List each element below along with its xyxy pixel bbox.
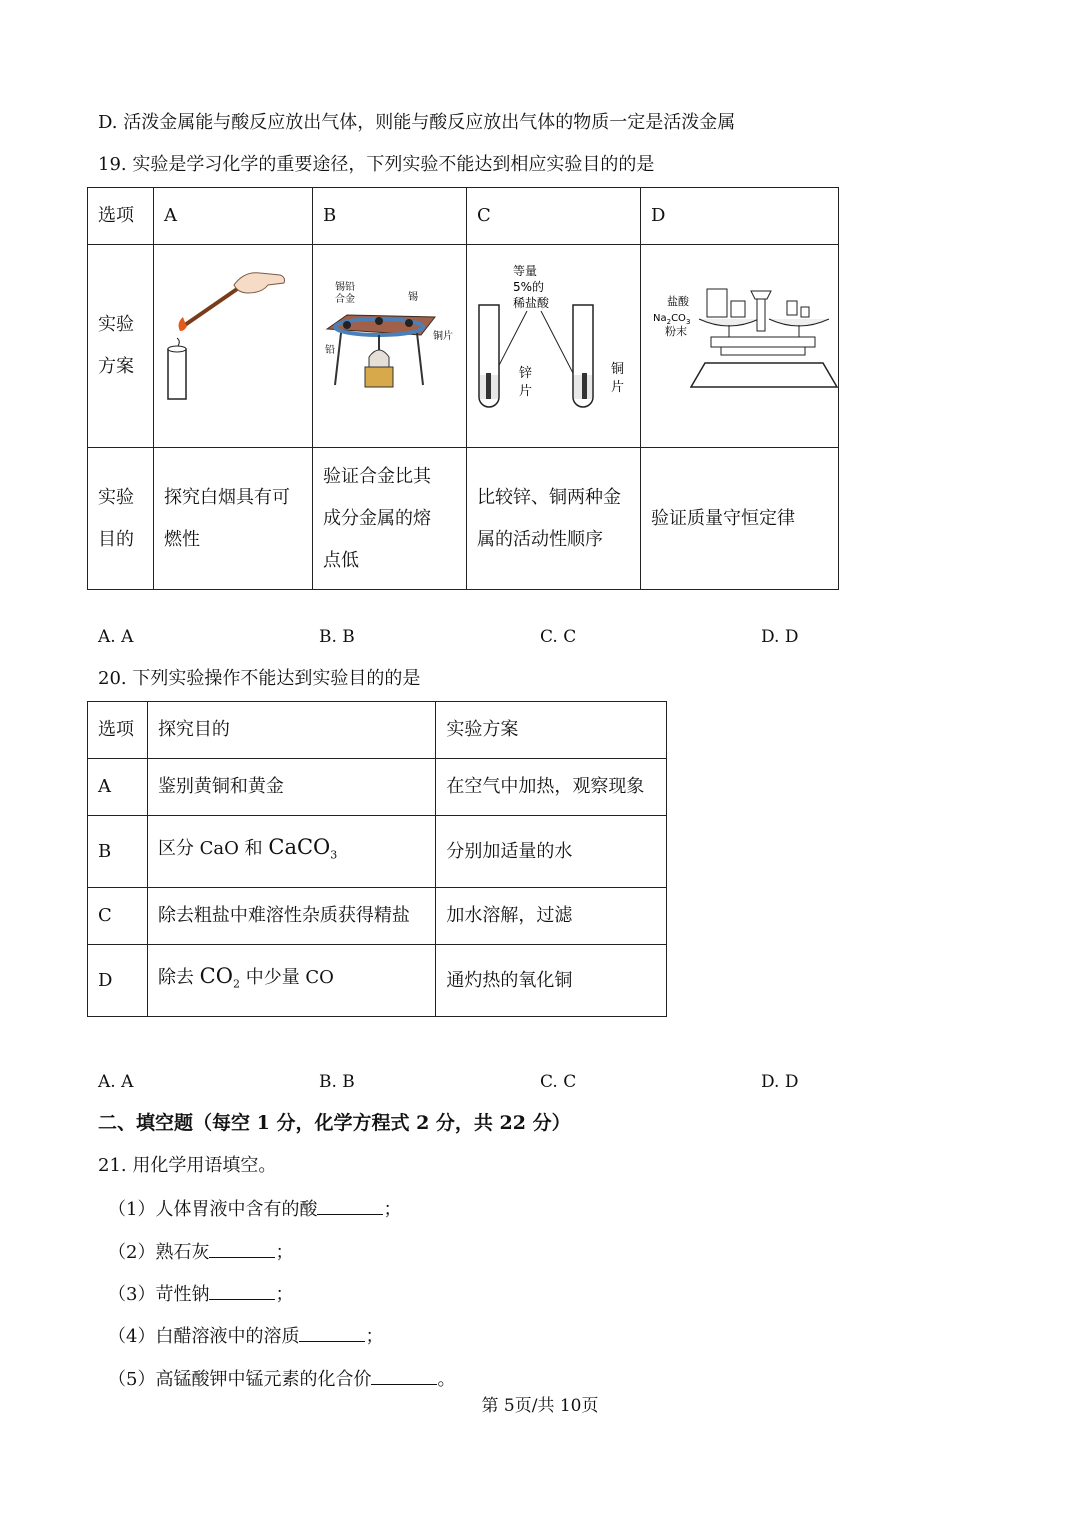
- q21-stem: 21. 用化学用语填空。: [98, 1155, 277, 1176]
- q21-item-1-text: 人体胃液中含有的酸: [155, 1199, 318, 1220]
- q19-scheme-label-line2: 方案: [98, 356, 134, 377]
- q21-item-3-num: （3）: [108, 1284, 156, 1305]
- q21-item-5-blank[interactable]: [371, 1366, 437, 1385]
- q19-figure-d-cell: [641, 245, 839, 448]
- q21-item-2: [108, 1239, 293, 1266]
- q19-scheme-label-line1: 实验: [98, 314, 134, 335]
- q20-row-c-opt: C: [88, 888, 148, 945]
- q19-header-b: B: [313, 188, 467, 245]
- q19-header-a: A: [154, 188, 313, 245]
- q19-purpose-d: [641, 448, 839, 590]
- alcohol-lamp: [365, 367, 393, 387]
- q20-row-c: [88, 888, 667, 945]
- q19-purpose-b-line1: 验证合金比其: [323, 465, 431, 487]
- q20-row-b-opt: B: [88, 816, 148, 888]
- q19-scheme-label: [88, 245, 154, 448]
- q20-row-c-plan: 加水溶解，过滤: [436, 888, 667, 945]
- q20-header-plan: 实验方案: [436, 702, 667, 759]
- q20-choice-d[interactable]: D. D: [761, 1072, 799, 1092]
- q19-purpose-c: [467, 448, 641, 590]
- q19-header-c: C: [467, 188, 641, 245]
- q20-choice-b[interactable]: B. B: [319, 1072, 355, 1092]
- q20-row-a-plan: 在空气中加热，观察现象: [436, 759, 667, 816]
- q19-figure-a-cell: [154, 245, 313, 448]
- q19-purpose-b-line2: 成分金属的熔: [323, 507, 431, 529]
- q19-purpose-b-line3: 点低: [323, 549, 359, 571]
- q19-purpose-a: [154, 448, 313, 590]
- q19-choice-a[interactable]: A. A: [98, 627, 134, 647]
- q21-item-4-num: （4）: [108, 1326, 156, 1347]
- q21-item-5-end: 。: [437, 1369, 456, 1390]
- q20-table: [87, 701, 667, 1017]
- q21-item-2-end: ；: [275, 1242, 294, 1263]
- q18-option-d: D. 活泼金属能与酸反应放出气体，则能与酸反应放出气体的物质一定是活泼金属: [98, 112, 736, 133]
- q20-row-a-opt: A: [88, 759, 148, 816]
- q20-header-row: [88, 702, 667, 759]
- label-dilute-hcl: 稀盐酸: [513, 296, 550, 310]
- q19-purpose-d-line1: 验证质量守恒定律: [651, 507, 795, 529]
- q19-purpose-a-line1: 探究白烟具有可: [164, 486, 290, 508]
- candle-match-figure: [154, 245, 312, 431]
- zinc-copper-acid-figure: [467, 245, 640, 431]
- q19-header-d: D: [641, 188, 839, 245]
- balance-base: [691, 363, 837, 387]
- label-hydrochloric-acid: 盐酸: [667, 295, 689, 308]
- q20-stem: 20. 下列实验操作不能达到实验目的的是: [98, 668, 421, 689]
- q19-figure-c-cell: [467, 245, 641, 448]
- q21-item-3-blank[interactable]: [209, 1281, 275, 1300]
- q19-stem: 19. 实验是学习化学的重要途径，下列实验不能达到相应实验目的的是: [98, 154, 655, 175]
- q21-item-4: [108, 1323, 383, 1350]
- q19-header-option: 选项: [88, 188, 154, 245]
- label-zinc-piece: 片: [519, 384, 533, 399]
- q20-row-b-formula-sub: 3: [330, 848, 338, 862]
- q19-purpose-c-line1: 比较锌、铜两种金: [477, 486, 621, 508]
- q19-scheme-row: [88, 245, 839, 448]
- q20-choice-c[interactable]: C. C: [540, 1072, 577, 1092]
- hand-icon: [234, 273, 285, 293]
- q19-table: [87, 187, 839, 590]
- q20-row-b-plan: 分别加适量的水: [436, 816, 667, 888]
- label-lead: 铅: [325, 345, 335, 356]
- balance-figure: [641, 245, 838, 431]
- q20-row-d-formula-sub: 2: [232, 977, 240, 991]
- q19-purpose-row: [88, 448, 839, 590]
- q21-item-4-blank[interactable]: [299, 1323, 365, 1342]
- q20-header-option: 选项: [88, 702, 148, 759]
- label-copper-sheet: 铜片: [433, 331, 453, 342]
- q19-purpose-label-line1: 实验: [98, 486, 134, 508]
- q20-choice-a[interactable]: A. A: [98, 1072, 134, 1092]
- q21-item-5-num: （5）: [108, 1369, 156, 1390]
- label-equal: 等量: [513, 264, 538, 278]
- q19-choice-d[interactable]: D. D: [761, 627, 799, 647]
- label-copper-piece: 片: [611, 380, 625, 395]
- page-footer: 第 5页/共 10页: [481, 1396, 599, 1416]
- label-tin: 锡: [408, 292, 418, 303]
- q20-row-b-purpose-text: 区分 CaO 和: [157, 838, 269, 860]
- match-stick: [182, 287, 240, 327]
- q19-choice-b[interactable]: B. B: [319, 627, 355, 647]
- q19-purpose-b: [313, 448, 467, 590]
- label-percent: 5%的: [513, 280, 545, 294]
- q19-purpose-c-line2: 属的活动性顺序: [477, 528, 603, 550]
- q21-item-1-num: （1）: [108, 1199, 156, 1220]
- q21-item-1-blank[interactable]: [317, 1196, 383, 1215]
- q20-row-c-purpose: 除去粗盐中难溶性杂质获得精盐: [147, 888, 435, 945]
- q20-row-a-purpose: 鉴别黄铜和黄金: [147, 759, 435, 816]
- q20-row-d-purpose-rest: 中少量 CO: [239, 967, 334, 989]
- label-tin-lead: 锡铅: [335, 282, 355, 293]
- q20-row-b-purpose: [147, 816, 435, 888]
- label-alloy: 合金: [335, 294, 355, 305]
- q20-row-d-purpose: [147, 945, 435, 1017]
- section-2-title: 二、填空题（每空 1 分，化学方程式 2 分，共 22 分）: [98, 1112, 571, 1134]
- q20-row-b-formula: CaCO: [268, 835, 331, 860]
- q21-item-1-end: ；: [383, 1199, 402, 1220]
- label-powder: 粉末: [665, 325, 687, 338]
- q20-row-d-formula: CO: [199, 964, 233, 989]
- q20-row-b: [88, 816, 667, 888]
- q20-row-d-opt: D: [88, 945, 148, 1017]
- q20-row-d-plan: 通灼热的氧化铜: [436, 945, 667, 1017]
- alloy-melting-figure: [313, 245, 466, 431]
- q20-row-d-purpose-text: 除去: [157, 967, 200, 989]
- label-copper: 铜: [611, 362, 625, 377]
- label-na2co3: $Na_2CO_3$: [653, 313, 691, 326]
- q20-row-d: [88, 945, 667, 1017]
- q19-purpose-label-line2: 目的: [98, 528, 134, 550]
- q21-item-5-text: 高锰酸钾中锰元素的化合价: [155, 1369, 372, 1390]
- q21-item-4-end: ；: [365, 1326, 384, 1347]
- q21-item-2-text: 熟石灰: [155, 1242, 210, 1263]
- q21-item-5: [108, 1366, 455, 1393]
- q21-item-3-text: 苛性钠: [155, 1284, 210, 1305]
- q21-item-3: [108, 1281, 293, 1308]
- q21-item-2-num: （2）: [108, 1242, 156, 1263]
- q19-purpose-label: [88, 448, 154, 590]
- q20-row-a: [88, 759, 667, 816]
- q19-header-row: [88, 188, 839, 245]
- q20-header-purpose: 探究目的: [147, 702, 435, 759]
- q21-item-3-end: ；: [275, 1284, 294, 1305]
- q19-figure-b-cell: [313, 245, 467, 448]
- q19-purpose-a-line2: 燃性: [164, 528, 200, 550]
- label-zinc: 锌: [519, 366, 533, 381]
- q21-item-1: [108, 1196, 401, 1223]
- q21-item-2-blank[interactable]: [209, 1239, 275, 1258]
- flame-icon: [179, 317, 187, 331]
- q21-item-4-text: 白醋溶液中的溶质: [155, 1326, 300, 1347]
- q19-choice-c[interactable]: C. C: [540, 627, 577, 647]
